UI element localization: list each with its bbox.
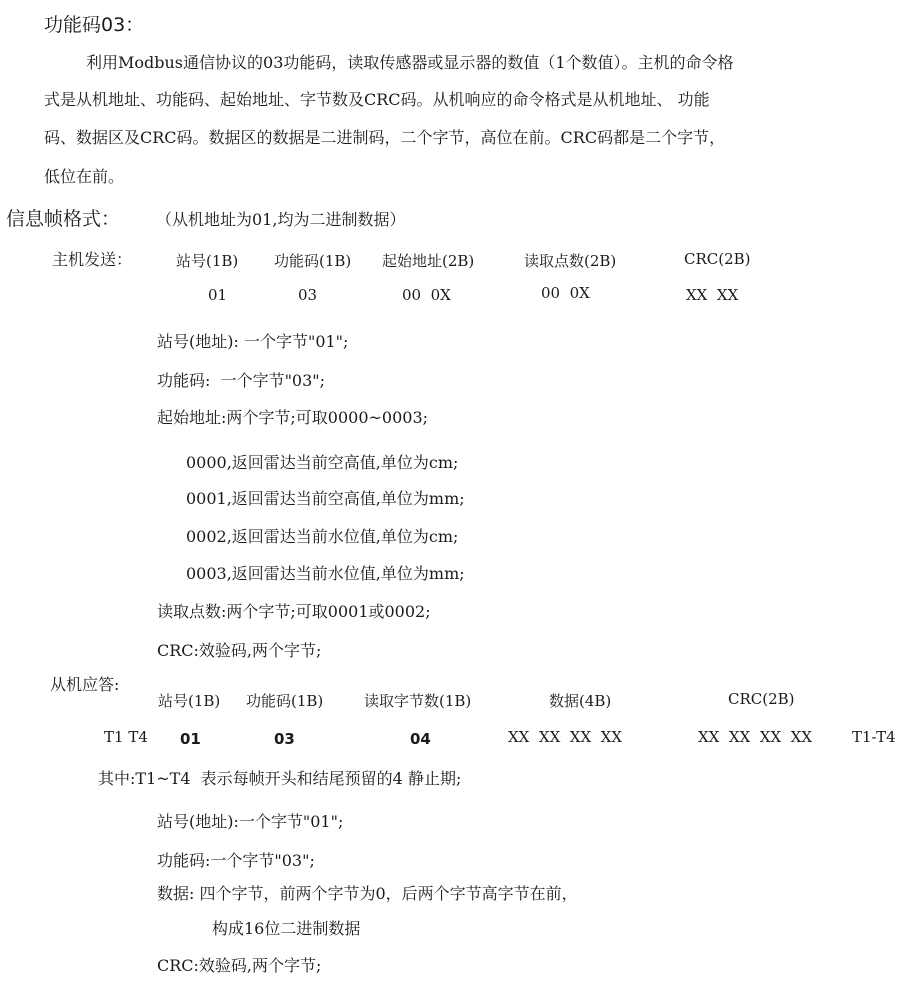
master-header-function: 功能码(1B) (274, 252, 352, 270)
intro-line: 式是从机地址、功能码、起始地址、字节数及CRC码。从机响应的命令格式是从机地址、 功能 (44, 90, 710, 109)
frame-note: （从机地址为01,均为二进制数据） (156, 210, 406, 229)
page-title: 功能码03： (44, 14, 145, 36)
master-header-station: 站号(1B) (176, 252, 239, 270)
slave-detail: 站号(地址):一个字节"01"; (157, 812, 344, 831)
master-detail: 功能码: 一个字节"03"; (157, 371, 326, 390)
intro-line: 码、数据区及CRC码。数据区的数据是二进制码，二个字节，高位在前。CRC码都是二个字节， (44, 128, 726, 147)
slave-header-function: 功能码(1B) (246, 692, 324, 710)
master-detail: 0002,返回雷达当前水位值,单位为cm; (186, 527, 459, 546)
slave-crc-bytes: XX XX XX XX (698, 728, 813, 746)
slave-value-function: 03 (274, 730, 295, 748)
slave-value-station: 01 (180, 730, 201, 748)
master-detail: 起始地址:两个字节;可取0000~0003; (157, 408, 429, 427)
master-value-start-address: 00 0X (402, 286, 451, 304)
master-value-function: 03 (298, 286, 318, 304)
master-header-crc: CRC(2B) (684, 250, 751, 268)
slave-data-bytes: XX XX XX XX (508, 728, 623, 746)
slave-note: 其中:T1~T4 表示每帧开头和结尾预留的4 静止期; (98, 769, 462, 788)
slave-value-byte-count: 04 (410, 730, 431, 748)
master-header-start-address: 起始地址(2B) (382, 252, 475, 270)
master-value-crc: XX XX (686, 286, 739, 304)
master-value-read-count: 00 0X (541, 284, 590, 302)
slave-detail: 数据: 四个字节，前两个字节为0，后两个字节高字节在前， (157, 884, 578, 903)
master-detail: CRC:效验码,两个字节; (157, 641, 322, 660)
intro-line: 低位在前。 (44, 167, 125, 186)
slave-header-crc: CRC(2B) (728, 690, 795, 708)
master-value-station: 01 (208, 286, 228, 304)
slave-label: 从机应答: (50, 675, 120, 694)
master-label: 主机发送： (52, 250, 133, 269)
master-detail: 站号(地址): 一个字节"01"; (157, 332, 349, 351)
slave-detail: CRC:效验码,两个字节; (157, 956, 322, 975)
intro-line: 利用Modbus通信协议的03功能码，读取传感器或显示器的数值（1个数值）。主机的命令格 (86, 53, 734, 72)
slave-detail: 功能码:一个字节"03"; (157, 851, 315, 870)
frame-heading: 信息帧格式： (6, 208, 121, 230)
master-detail: 读取点数:两个字节;可取0001或0002; (157, 602, 431, 621)
master-header-read-count: 读取点数(2B) (524, 252, 617, 270)
master-detail: 0000,返回雷达当前空高值,单位为cm; (186, 453, 459, 472)
slave-suffix: T1-T4 (852, 728, 896, 746)
slave-header-station: 站号(1B) (158, 692, 221, 710)
slave-header-data: 数据(4B) (549, 692, 612, 710)
slave-detail: 构成16位二进制数据 (212, 919, 361, 938)
master-detail: 0003,返回雷达当前水位值,单位为mm; (186, 564, 465, 583)
slave-header-byte-count: 读取字节数(1B) (364, 692, 472, 710)
master-detail: 0001,返回雷达当前空高值,单位为mm; (186, 489, 465, 508)
slave-prefix: T1 T4 (104, 728, 148, 746)
